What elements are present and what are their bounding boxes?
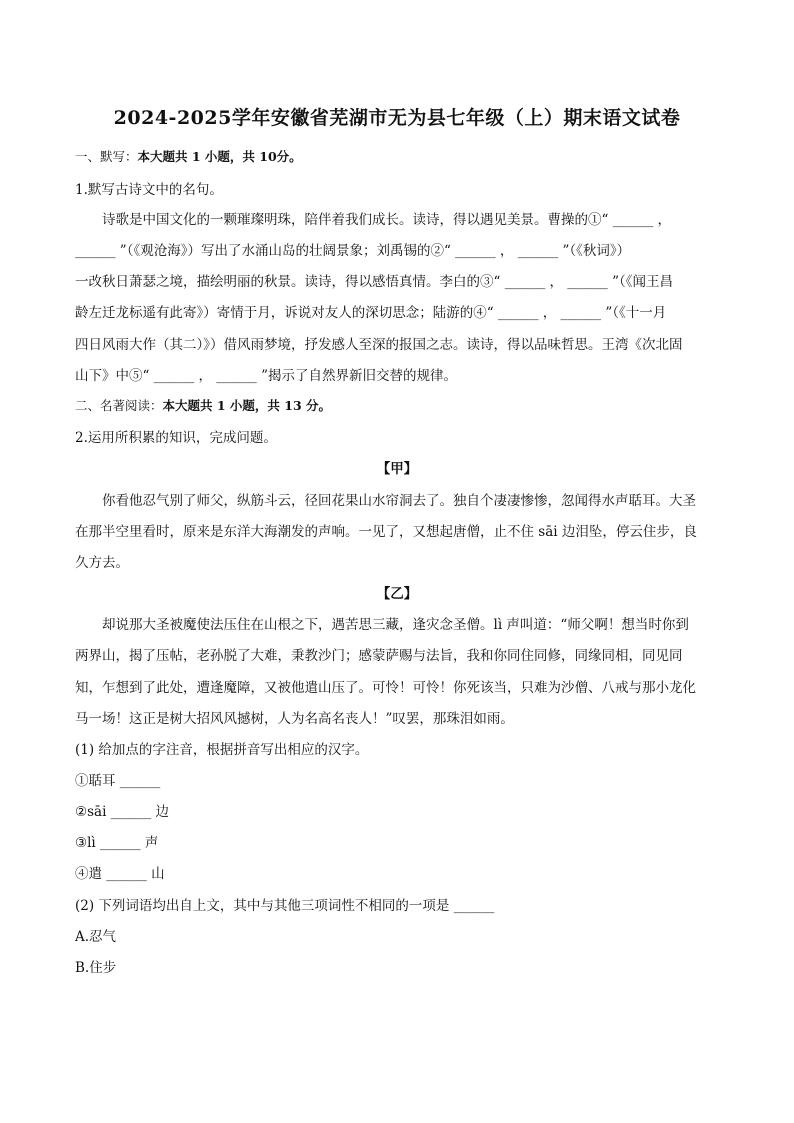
section-1-desc: 本大题共 1 小题，共 10分。	[137, 149, 302, 164]
section-2-header	[75, 396, 720, 414]
q1-line-6: 山下》中⑤“ ______ ， ______ ”揭示了自然界新旧交替的规律。	[75, 368, 457, 384]
sub1-item-1: ①聒耳 ______	[75, 773, 161, 789]
q1-line-1: 诗歌是中国文化的一颗璀璨明珠，陪伴着我们成长。读诗，得以遇见美景。曹操的①“ ______ ，	[75, 212, 671, 228]
passage-yi-label: 【乙】	[376, 586, 418, 602]
section-2-desc: 本大题共 1 小题，共 13 分。	[162, 398, 332, 413]
q1-line-3: 一改秋日萧瑟之境，描绘明丽的秋景。读诗，得以感悟真情。李白的③“ ______ ， ______ ”（《闻王昌	[75, 274, 673, 290]
question-2-prompt: 2.运用所积累的知识，完成问题。	[75, 430, 277, 446]
passage-jia-label: 【甲】	[376, 461, 418, 477]
jia-line-3: 久方去。	[75, 555, 129, 571]
section-1-label: 一、默写：	[75, 149, 138, 164]
option-b: B.住步	[75, 960, 117, 976]
sub-question-2: (2) 下列词语均出自上文，其中与其他三项词性不相同的一项是 ______	[75, 898, 495, 914]
yi-line-3: 知，乍想到了此处，遭逢魔障，又被他遣山压了。可怜！可怜！你死该当，只难为沙僧、八戒与那小龙化	[75, 680, 696, 696]
sub-question-1: (1) 给加点的字注音，根据拼音写出相应的汉字。	[75, 742, 369, 758]
option-a: A.忍气	[75, 929, 117, 945]
sub1-item-2: ②sāi ______ 边	[75, 804, 169, 820]
q1-line-4: 龄左迁龙标遥有此寄》）寄情于月，诉说对友人的深切思念；陆游的④“ ______ ， ______ ”（《十一月	[75, 305, 667, 321]
yi-line-1: 却说那大圣被魔使法压住在山根之下，遇苦思三藏，逢灾念圣僧。lì 声叫道：“师父啊！想当时你到	[75, 617, 689, 633]
sub1-item-3: ③lì ______ 声	[75, 835, 159, 851]
jia-line-2: 在那半空里看时，原来是东洋大海潮发的声响。一见了，又想起唐僧，止不住 sāi 边泪坠，停云住步，良	[75, 524, 697, 540]
question-1-prompt: 1.默写古诗文中的名句。	[75, 182, 223, 198]
page-title: 2024-2025学年安徽省芜湖市无为县七年级（上）期末语文试卷	[113, 107, 681, 129]
q1-line-2: ______ ”（《观沧海》）写出了水涌山岛的壮阔景象；刘禹锡的②“ ______ ， ______ ”（《秋词》）	[75, 243, 631, 259]
yi-line-2: 两界山，揭了压帖，老孙脱了大难，秉教沙门；感蒙萨赐与法旨，我和你同住同修，同缘同相，同见同	[75, 648, 683, 664]
jia-line-1: 你看他忍气别了师父，纵筋斗云，径回花果山水帘洞去了。独自个凄凄惨惨，忽闻得水声聒耳。大圣	[75, 493, 696, 509]
q1-line-5: 四日风雨大作（其二）》）借风雨梦境，抒发感人至深的报国之志。读诗，得以品味哲思。王湾《次北固	[75, 337, 683, 353]
yi-line-4: 马一场！这正是树大招风风撼树，人为名高名丧人！”叹罢，那珠泪如雨。	[75, 711, 514, 727]
sub1-item-4: ④遣 ______ 山	[75, 866, 165, 882]
section-2-label: 二、名著阅读：	[75, 398, 163, 413]
section-1-header	[75, 147, 720, 165]
